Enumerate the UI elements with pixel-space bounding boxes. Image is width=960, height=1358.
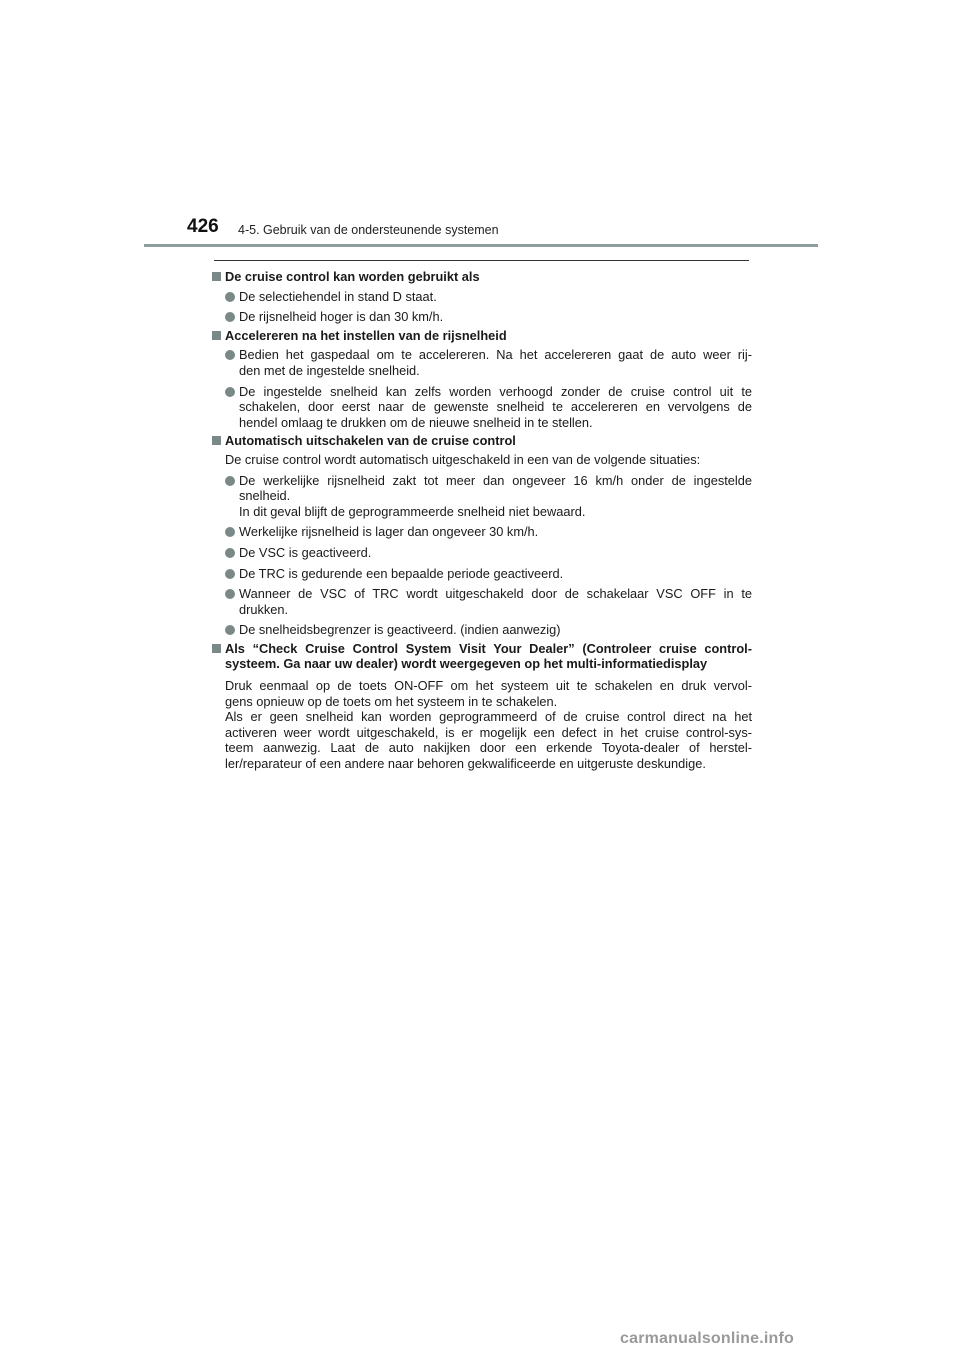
list-item: De VSC is geactiveerd. bbox=[212, 545, 752, 561]
circle-bullet-icon bbox=[225, 569, 235, 579]
circle-bullet-icon bbox=[225, 589, 235, 599]
section-heading: Accelereren na het instellen van de rijsnelheid bbox=[212, 328, 752, 344]
circle-bullet-icon bbox=[225, 625, 235, 635]
list-item: De snelheidsbegrenzer is geactiveerd. (indien aanwezig) bbox=[212, 622, 752, 638]
circle-bullet-icon bbox=[225, 548, 235, 558]
section-body: Druk eenmaal op de toets ON-OFF om het systeem uit te schakelen en druk vervol- gens opnieuw op de toets om het systeem in te schakelen. Als er geen snelheid kan worden geprogrammeerd of de cruise control direct na het activeren weer wordt uitgeschakeld, is er mogelijk een defect in het cruise control-sys- teem aanwezig. Laat de auto nakijken door een erkende Toyota-dealer of herstel- ler/reparateur of een andere naar behoren gekwalificeerde en uitgeruste deskundige. bbox=[225, 678, 752, 772]
square-bullet-icon bbox=[212, 331, 221, 340]
section-heading: Als “Check Cruise Control System Visit Your Dealer” (Controleer cruise control- systeem. Ga naar uw dealer) wordt weergegeven op het multi-informatiedisplay bbox=[212, 641, 752, 672]
circle-bullet-icon bbox=[225, 527, 235, 537]
section-title: 4-5. Gebruik van de ondersteunende systemen bbox=[238, 223, 499, 237]
section-heading: Automatisch uitschakelen van de cruise control bbox=[212, 433, 752, 449]
circle-bullet-icon bbox=[225, 292, 235, 302]
circle-bullet-icon bbox=[225, 387, 235, 397]
section-heading: De cruise control kan worden gebruikt als bbox=[212, 269, 752, 285]
square-bullet-icon bbox=[212, 436, 221, 445]
circle-bullet-icon bbox=[225, 476, 235, 486]
list-item: Wanneer de VSC of TRC wordt uitgeschakeld door de schakelaar VSC OFF in te drukken. bbox=[212, 586, 752, 617]
list-item: De werkelijke rijsnelheid zakt tot meer dan ongeveer 16 km/h onder de ingestelde snelheid. In dit geval blijft de geprogrammeerde snelheid niet bewaard. bbox=[212, 473, 752, 520]
square-bullet-icon bbox=[212, 644, 221, 653]
list-item: De rijsnelheid hoger is dan 30 km/h. bbox=[212, 309, 752, 325]
page-content bbox=[212, 266, 752, 772]
page-number: 426 bbox=[187, 216, 219, 237]
content-divider bbox=[214, 260, 749, 261]
watermark: carmanualsonline.info bbox=[620, 1330, 795, 1347]
list-item: De TRC is gedurende een bepaalde periode geactiveerd. bbox=[212, 566, 752, 582]
page-header bbox=[0, 0, 960, 250]
list-item: Bedien het gaspedaal om te accelereren. Na het accelereren gaat de auto weer rij- den met de ingestelde snelheid. bbox=[212, 347, 752, 378]
list-item: Werkelijke rijsnelheid is lager dan ongeveer 30 km/h. bbox=[212, 524, 752, 540]
list-item: De selectiehendel in stand D staat. bbox=[212, 289, 752, 305]
section-intro: De cruise control wordt automatisch uitgeschakeld in een van de volgende situaties: bbox=[225, 451, 701, 467]
circle-bullet-icon bbox=[225, 350, 235, 360]
square-bullet-icon bbox=[212, 272, 221, 281]
circle-bullet-icon bbox=[225, 312, 235, 322]
list-item: De ingestelde snelheid kan zelfs worden verhoogd zonder de cruise control uit te schakelen, door eerst naar de gewenste snelheid te accelereren en vervolgens de hendel omlaag te drukken om de nieuwe snelheid in te stellen. bbox=[212, 384, 752, 431]
header-divider bbox=[144, 244, 818, 247]
